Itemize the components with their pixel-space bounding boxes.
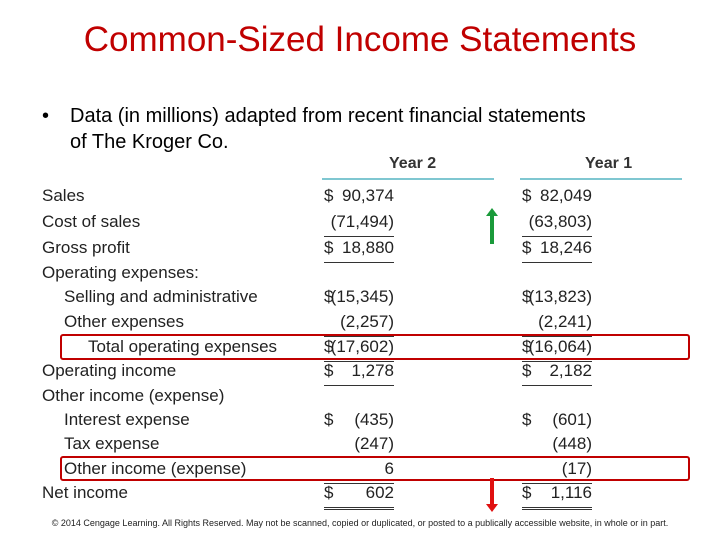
year2-value: $ 602 [324, 483, 394, 510]
column-underline-year1 [520, 178, 682, 180]
year1-value: $ (13,823) [522, 287, 592, 306]
year1-value: (63,803) [522, 212, 592, 237]
row-label: Gross profit [42, 238, 130, 257]
column-underline-year2 [322, 178, 494, 180]
table-row [0, 263, 720, 287]
year1-value: $ 1,116 [522, 483, 592, 510]
row-label: Net income [42, 483, 128, 502]
bullet-point [42, 103, 602, 155]
row-label: Tax expense [64, 434, 160, 453]
year2-value: $ (15,345) [324, 287, 394, 306]
row-label: Total operating expenses [88, 337, 278, 356]
table-row [0, 287, 720, 311]
year2-value: $ 1,278 [324, 361, 394, 386]
column-header-year1: Year 1 [585, 155, 633, 172]
year1-value: (448) [552, 434, 592, 453]
table-row [0, 238, 720, 262]
table-row [0, 483, 720, 507]
highlight-box-other-income [60, 456, 690, 481]
table-row [0, 410, 720, 434]
arrow-down-icon [486, 478, 498, 512]
row-label: Sales [42, 186, 85, 205]
arrow-up-icon [486, 208, 498, 244]
row-label: Selling and administrative [64, 287, 258, 306]
table-row [0, 212, 720, 236]
year2-value: 6 [324, 459, 394, 484]
table-row [0, 386, 720, 410]
slide-title: Common-Sized Income Statements [83, 20, 637, 59]
row-label: Cost of sales [42, 212, 141, 231]
copyright-footer: © 2014 Cengage Learning. All Rights Reserved. May not be scanned, copied or duplicated, or posted to a publically accessible website, in whole or in part. [51, 518, 669, 528]
column-header-year2: Year 2 [389, 155, 437, 172]
year2-value: $ (17,602) [324, 337, 394, 362]
year1-value: (2,241) [522, 312, 592, 337]
highlight-box-total-operating-expenses [60, 334, 690, 360]
year2-value: (2,257) [324, 312, 394, 337]
year1-value: (17) [522, 459, 592, 484]
bullet-icon: • [42, 105, 50, 127]
year2-value: $ 18,880 [324, 238, 394, 263]
year2-value: $ (435) [324, 410, 394, 429]
bullet-text: Data (in millions) adapted from recent financial statements of The Kroger Co. [70, 105, 586, 153]
year2-value: (71,494) [324, 212, 394, 237]
row-label: Operating expenses: [42, 263, 199, 282]
year2-value: (247) [354, 434, 394, 453]
year2-value: $ 90,374 [324, 186, 394, 205]
row-label: Other income (expense) [64, 459, 247, 478]
year1-value: $ 2,182 [522, 361, 592, 386]
table-row [0, 186, 720, 210]
year1-value: $ (601) [522, 410, 592, 429]
row-label: Other income (expense) [42, 386, 225, 405]
row-label: Interest expense [64, 410, 190, 429]
row-label: Operating income [42, 361, 177, 380]
year1-value: $ 82,049 [522, 186, 592, 205]
year1-value: $ 18,246 [522, 238, 592, 263]
row-label: Other expenses [64, 312, 185, 331]
table-row [0, 312, 720, 336]
table-row [0, 434, 720, 458]
year1-value: $ (16,064) [522, 337, 592, 362]
table-row [0, 361, 720, 385]
